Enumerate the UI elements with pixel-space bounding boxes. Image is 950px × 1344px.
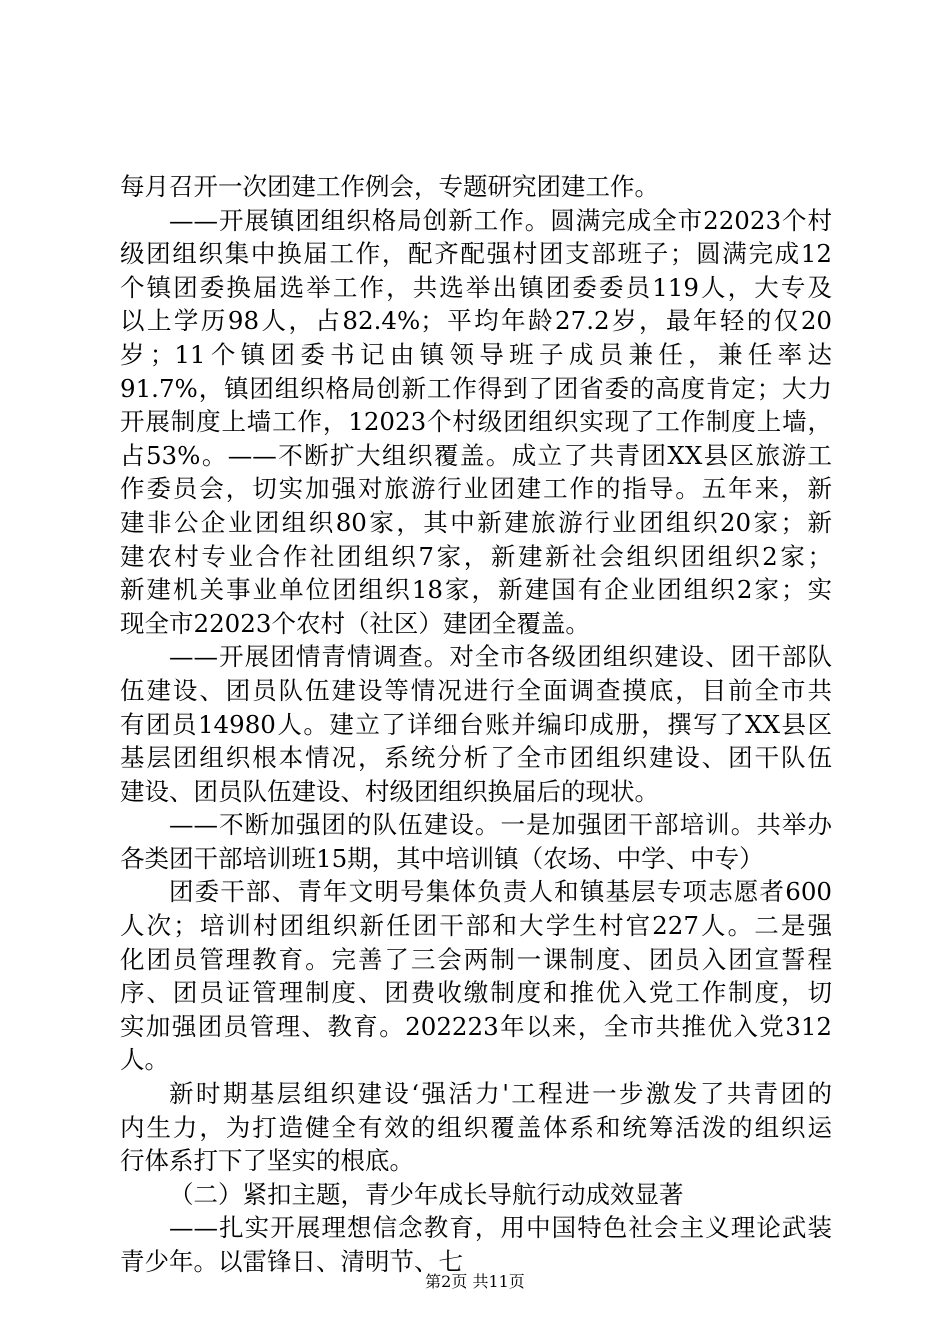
- text-line: 实加强团员管理、教育。202223年以来，全市共推优入党312: [120, 1011, 832, 1041]
- text-line: 人次；培训村团组织新任团干部和大学生村官227人。二是强: [120, 911, 832, 941]
- text-line: 化团员管理教育。完善了三会两制一课制度、团员入团宣誓程: [120, 944, 832, 974]
- text-line: ——开展镇团组织格局创新工作。圆满完成全市22023个村: [169, 205, 832, 235]
- text-line: 序、团员证管理制度、团费收缴制度和推优入党工作制度，切: [120, 978, 832, 1008]
- text-line: 建非公企业团组织80家，其中新建旅游行业团组织20家；新: [120, 507, 832, 537]
- text-line: 建农村专业合作社团组织7家，新建新社会组织团组织2家；: [120, 541, 832, 571]
- text-line: 内生力，为打造健全有效的组织覆盖体系和统筹活泼的组织运: [120, 1112, 832, 1142]
- text-line: 有团员14980人。建立了详细台账并编印成册，撰写了XX县区: [120, 709, 832, 739]
- text-line: 作委员会，切实加强对旅游行业团建工作的指导。五年来，新: [120, 474, 832, 504]
- text-line: 91.7%，镇团组织格局创新工作得到了团省委的高度肯定；大力: [120, 373, 832, 403]
- text-line: 青少年。以雷锋日、清明节、七: [120, 1247, 463, 1276]
- text-line: ——不断加强团的队伍建设。一是加强团干部培训。共举办: [169, 810, 832, 840]
- text-line: 新时期基层组织建设‘强活力'工程进一步激发了共青团的: [169, 1079, 832, 1109]
- document-body: [120, 170, 832, 1279]
- text-line: ——开展团情青情调查。对全市各级团组织建设、团干部队: [169, 642, 832, 672]
- text-line: 个镇团委换届选举工作，共选举出镇团委委员119人，大专及: [120, 272, 832, 302]
- text-line: 占53%。——不断扩大组织覆盖。成立了共青团XX县区旅游工: [120, 440, 832, 470]
- text-line: 以上学历98人，占82.4%；平均年龄27.2岁，最年轻的仅20: [120, 306, 832, 336]
- text-line: ——扎实开展理想信念教育，用中国特色社会主义理论武装: [169, 1213, 832, 1243]
- text-line: 建设、团员队伍建设、村级团组织换届后的现状。: [120, 776, 659, 806]
- text-line: 各类团干部培训班15期，其中培训镇（农场、中学、中专）: [120, 843, 764, 873]
- page-number-footer: 第2页 共11页: [425, 1272, 525, 1291]
- text-line: 伍建设、团员队伍建设等情况进行全面调查摸底，目前全市共: [120, 675, 832, 705]
- text-line: 现全市22023个农村（社区）建团全覆盖。: [120, 608, 590, 638]
- text-line: 行体系打下了坚实的根底。: [120, 1146, 414, 1176]
- text-line: 级团组织集中换届工作，配齐配强村团支部班子；圆满完成12: [120, 239, 832, 269]
- section-heading: （二）紧扣主题，青少年成长导航行动成效显著: [169, 1179, 684, 1209]
- text-line: 新建机关事业单位团组织18家，新建国有企业团组织2家；实: [120, 575, 832, 605]
- text-line: 每月召开一次团建工作例会，专题研究团建工作。: [120, 172, 659, 201]
- text-line: 岁；11个镇团委书记由镇领导班子成员兼任，兼任率达: [120, 339, 832, 369]
- text-line: 人。: [120, 1045, 169, 1075]
- text-line: 基层团组织根本情况，系统分析了全市团组织建设、团干队伍: [120, 743, 832, 773]
- text-line: 团委干部、青年文明号集体负责人和镇基层专项志愿者600: [169, 877, 832, 907]
- text-line: 开展制度上墙工作，12023个村级团组织实现了工作制度上墙，: [120, 407, 832, 437]
